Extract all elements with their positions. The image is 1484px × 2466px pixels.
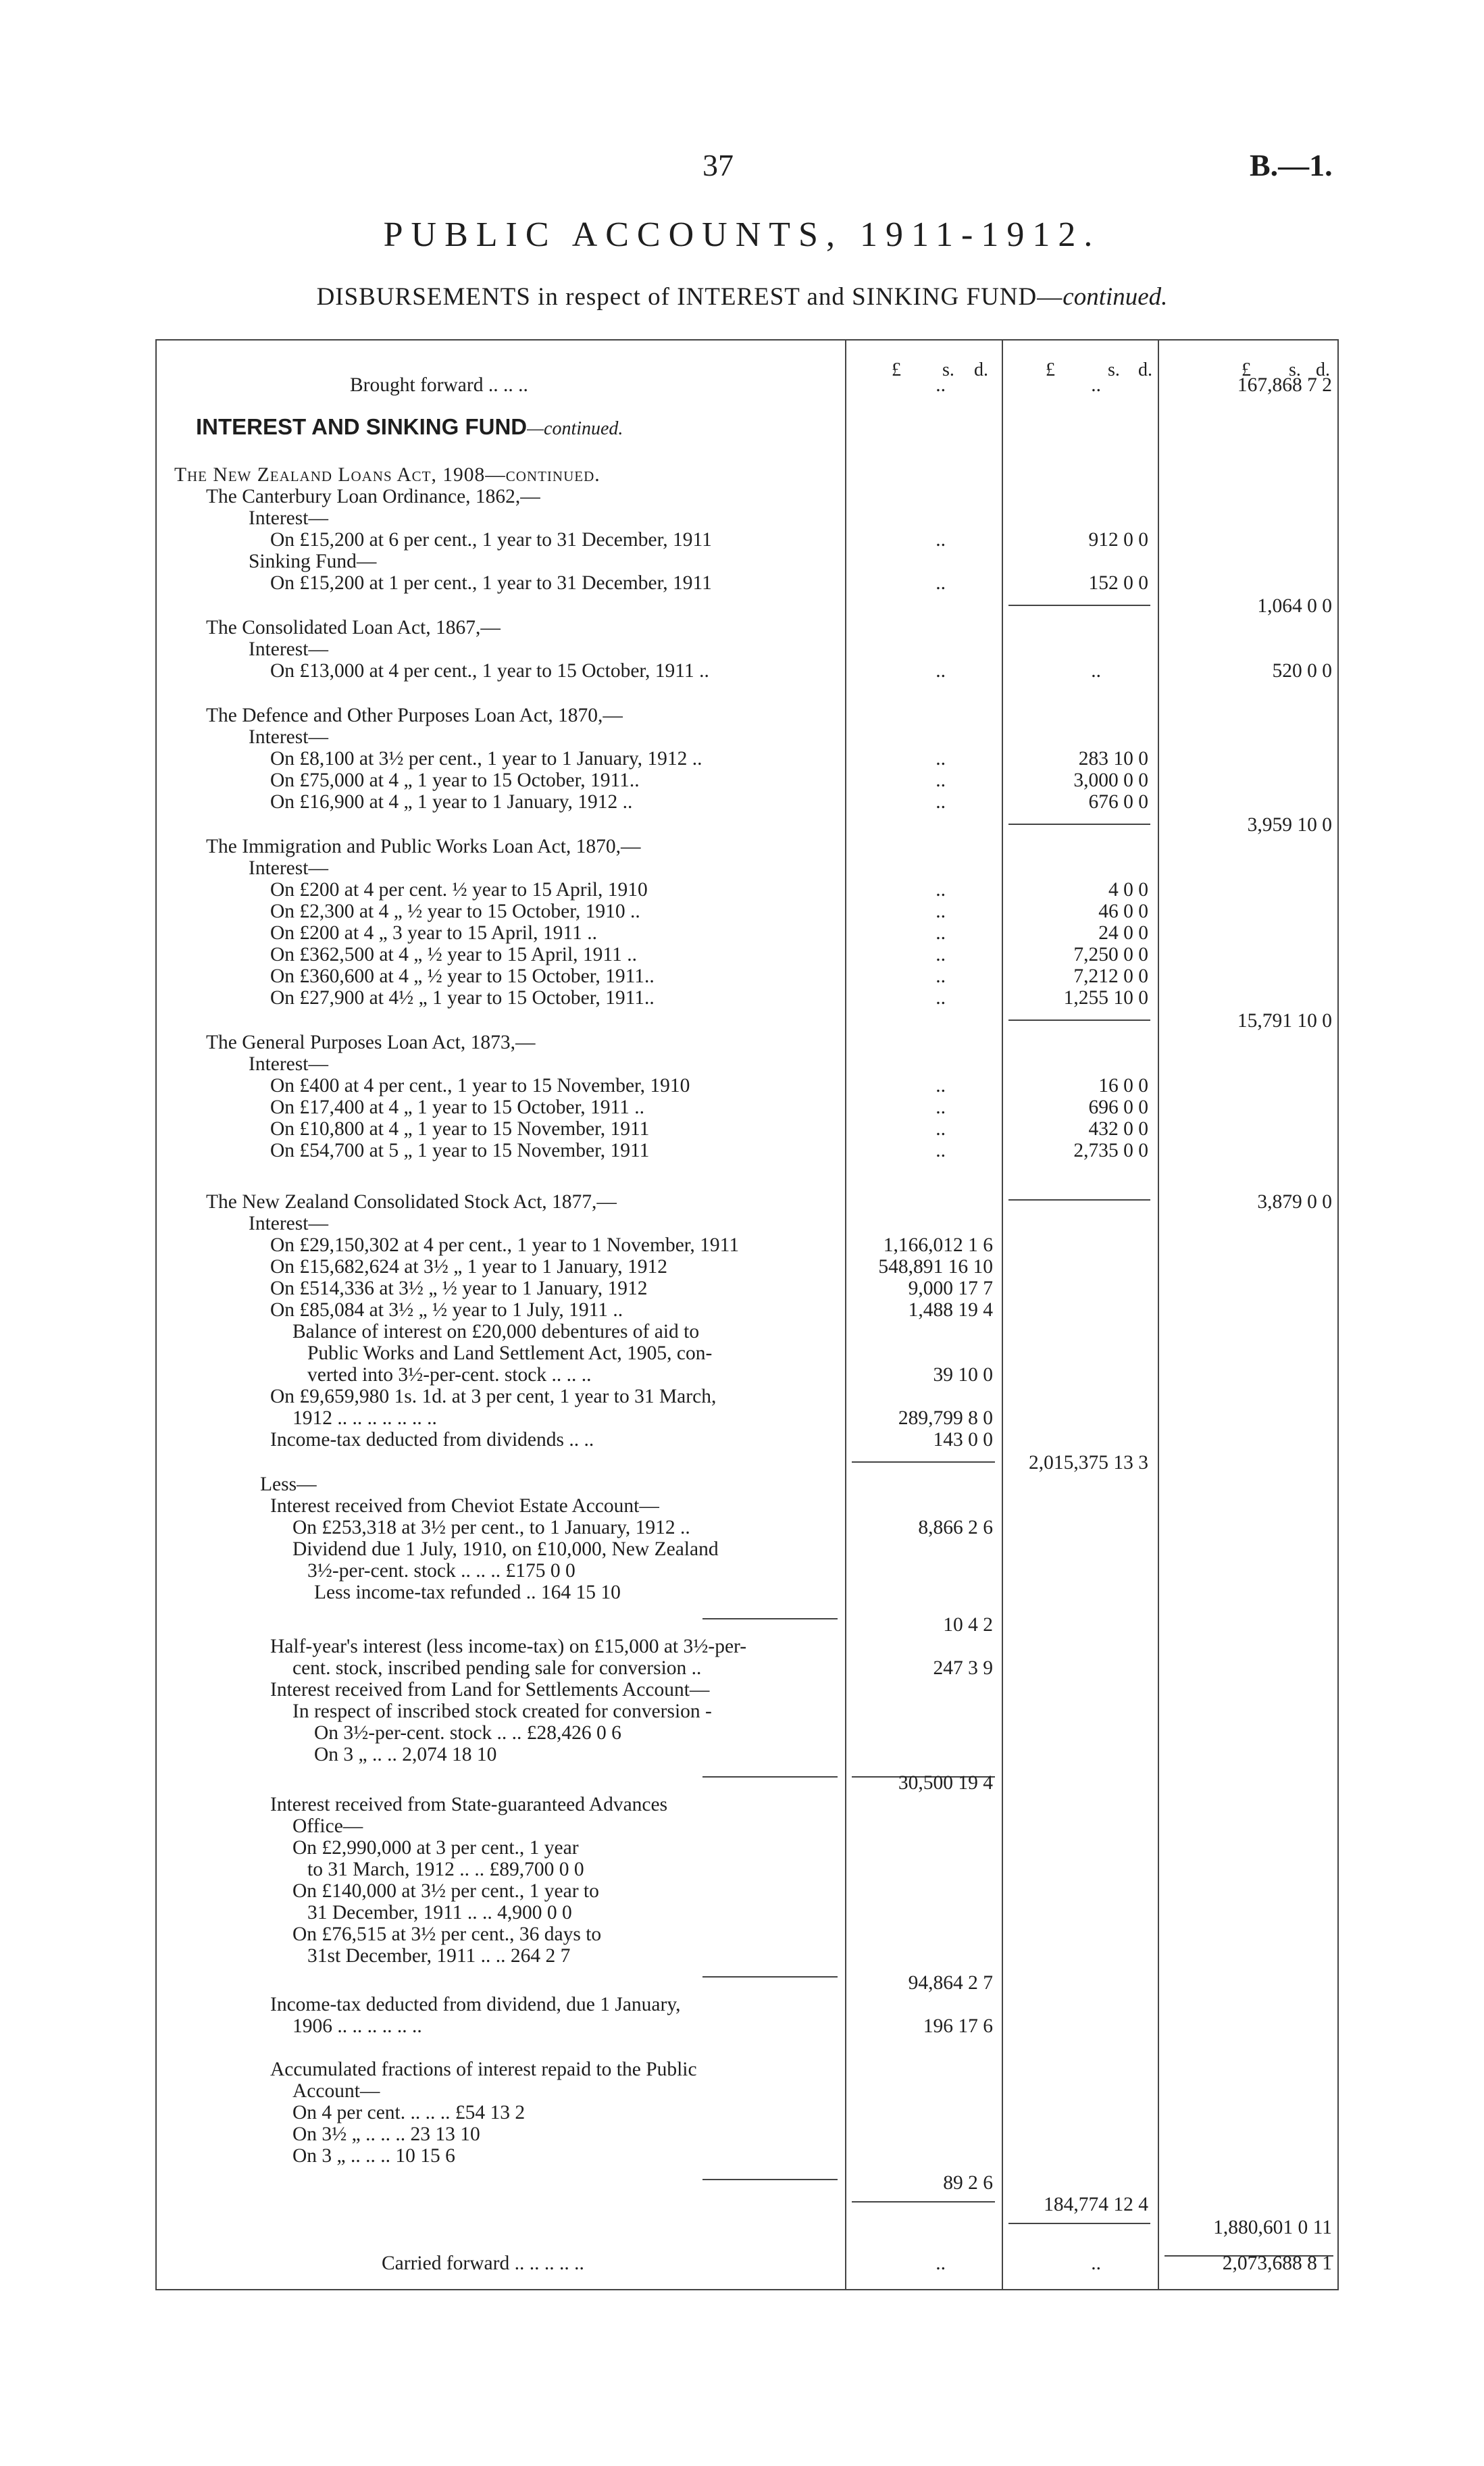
header-pounds: £: [892, 359, 901, 380]
row-description: Sinking Fund—: [249, 551, 377, 572]
row-description: verted into 3½-per-cent. stock .. .. ..: [307, 1364, 592, 1386]
row-description: On £140,000 at 3½ per cent., 1 year to: [292, 1880, 599, 1902]
amount-c1: 39 10 0: [933, 1364, 993, 1386]
row-description: to 31 March, 1912 .. .. £89,700 0 0: [307, 1859, 584, 1880]
row-description: On £200 at 4 „ 3 year to 15 April, 1911 ..: [270, 922, 597, 944]
column-divider-right: [1337, 339, 1339, 2289]
amount-c3: 15,791 10 0: [1237, 1010, 1332, 1032]
row-description: The Defence and Other Purposes Loan Act, 1870,—: [206, 705, 623, 726]
subtotal-rule: [702, 1618, 838, 1619]
column-divider-1: [845, 339, 846, 2289]
row-description: Account—: [292, 2080, 380, 2102]
row-description: On £362,500 at 4 „ ½ year to 15 April, 1911 ..: [270, 944, 637, 965]
subtotal-rule: [702, 1976, 838, 1978]
amount-c2: 432 0 0: [1088, 1118, 1148, 1140]
row-description: Dividend due 1 July, 1910, on £10,000, New Zealand: [292, 1538, 719, 1560]
subtotal-rule: [852, 2201, 995, 2203]
row-description: On £29,150,302 at 4 per cent., 1 year to 1 November, 1911: [270, 1234, 740, 1256]
document-reference: B.—1.: [1250, 148, 1333, 182]
row-description: Less—: [260, 1474, 317, 1495]
amount-c1: ..: [936, 572, 946, 594]
amount-c1: 143 0 0: [933, 1429, 993, 1451]
row-description: Interest—: [249, 1213, 328, 1234]
subtitle-continued: continued.: [1063, 283, 1168, 311]
amount-c1: ..: [936, 2253, 946, 2274]
row-description: Half-year's interest (less income-tax) on £15,000 at 3½-per-: [270, 1636, 747, 1657]
amount-c1: ..: [936, 1140, 946, 1161]
row-description: On £75,000 at 4 „ 1 year to 15 October, 1911..: [270, 770, 640, 791]
row-description: On 3 „ .. .. .. 10 15 6: [292, 2145, 455, 2167]
row-description: 1906 .. .. .. .. .. ..: [292, 2015, 422, 2037]
amount-c2: 4 0 0: [1108, 879, 1148, 901]
row-description: On £253,318 at 3½ per cent., to 1 January, 1912 ..: [292, 1517, 690, 1538]
amount-c1: 9,000 17 7: [908, 1278, 993, 1299]
amount-c2: 7,212 0 0: [1073, 965, 1148, 987]
amount-c1: ..: [936, 922, 946, 944]
header-shillings: s.: [1289, 359, 1301, 380]
row-description: On £9,659,980 1s. 1d. at 3 per cent, 1 year to 31 March,: [270, 1386, 717, 1407]
row-description: On £76,515 at 3½ per cent., 36 days to: [292, 1923, 602, 1945]
amount-c1: ..: [936, 987, 946, 1009]
amount-c1: ..: [936, 529, 946, 551]
amount-c1: ..: [936, 1075, 946, 1097]
column-divider-3: [1158, 339, 1159, 2289]
row-description: Income-tax deducted from dividends .. ..: [270, 1429, 594, 1451]
row-description: On £27,900 at 4½ „ 1 year to 15 October, 1911..: [270, 987, 655, 1009]
subtotal-rule: [852, 1461, 995, 1463]
row-description: On 4 per cent. .. .. .. £54 13 2: [292, 2102, 526, 2123]
amount-c1: ..: [936, 770, 946, 791]
row-description: On £15,200 at 1 per cent., 1 year to 31 December, 1911: [270, 572, 712, 594]
amount-c3: 3,959 10 0: [1247, 814, 1332, 836]
amount-c2: 24 0 0: [1098, 922, 1148, 944]
row-description: The Consolidated Loan Act, 1867,—: [206, 617, 501, 638]
row-description: Interest—: [249, 857, 328, 879]
header-pounds: £: [1046, 359, 1055, 380]
row-description: On £2,990,000 at 3 per cent., 1 year: [292, 1837, 579, 1859]
amount-c2: 696 0 0: [1088, 1097, 1148, 1118]
amount-c2: ..: [1091, 2253, 1101, 2274]
row-description: Interest—: [249, 1053, 328, 1075]
amount-c2: 152 0 0: [1088, 572, 1148, 594]
row-description: 1912 .. .. .. .. .. .. ..: [292, 1407, 437, 1429]
row-description: Carried forward .. .. .. .. ..: [382, 2253, 584, 2274]
row-description: 31 December, 1911 .. .. 4,900 0 0: [307, 1902, 572, 1923]
amount-c2: ..: [1091, 660, 1101, 682]
amount-c2: 283 10 0: [1078, 748, 1148, 770]
amount-c1: ..: [936, 791, 946, 813]
amount-c1: 89 2 6: [943, 2172, 993, 2194]
amount-c2: 912 0 0: [1088, 529, 1148, 551]
amount-c2: 676 0 0: [1088, 791, 1148, 813]
row-description: The General Purposes Loan Act, 1873,—: [206, 1032, 536, 1053]
row-description: The New Zealand Loans Act, 1908—continued.: [174, 464, 600, 486]
row-description: On £16,900 at 4 „ 1 year to 1 January, 1912 ..: [270, 791, 633, 813]
amount-c1: 1,166,012 1 6: [883, 1234, 993, 1256]
row-description: On £10,800 at 4 „ 1 year to 15 November, 1911: [270, 1118, 650, 1140]
row-description: On 3½ „ .. .. .. 23 13 10: [292, 2123, 480, 2145]
page-title: PUBLIC ACCOUNTS, 1911-1912.: [383, 216, 1101, 254]
row-description: Income-tax deducted from dividend, due 1 January,: [270, 1994, 681, 2015]
amount-c1: ..: [936, 944, 946, 965]
header-shillings: s.: [942, 359, 954, 380]
row-description: Interest received from State-guaranteed Advances: [270, 1794, 668, 1815]
table-top-rule: [155, 339, 1339, 341]
amount-c1: ..: [936, 660, 946, 682]
amount-c2: 46 0 0: [1098, 901, 1148, 922]
amount-c1: 289,799 8 0: [898, 1407, 993, 1429]
row-description: On £360,600 at 4 „ ½ year to 15 October, 1911..: [270, 965, 655, 987]
row-description: On 3 „ .. .. 2,074 18 10: [314, 1744, 497, 1765]
subtotal-rule: [1008, 2223, 1150, 2224]
amount-c3: 2,073,688 8 1: [1222, 2253, 1332, 2274]
amount-c3: 1,064 0 0: [1257, 595, 1332, 617]
subtotal-rule: [1008, 1199, 1150, 1201]
amount-c1: 1,488 19 4: [908, 1299, 993, 1321]
amount-c1: 247 3 9: [933, 1657, 993, 1679]
amount-c1: ..: [936, 1118, 946, 1140]
row-description: Interest—: [249, 726, 328, 748]
row-description: Accumulated fractions of interest repaid to the Public: [270, 2059, 697, 2080]
row-description: Less income-tax refunded .. 164 15 10: [314, 1582, 621, 1603]
amount-c2: 184,774 12 4: [1044, 2194, 1148, 2215]
subtotal-rule: [1008, 1020, 1150, 1021]
header-pounds: £: [1242, 359, 1251, 380]
subtitle-main: DISBURSEMENTS in respect of INTEREST and SINKING FUND—: [316, 283, 1063, 311]
amount-c2: 1,255 10 0: [1063, 987, 1148, 1009]
row-description: On £200 at 4 per cent. ½ year to 15 April, 1910: [270, 879, 648, 901]
amount-c2: 7,250 0 0: [1073, 944, 1148, 965]
row-description: Brought forward .. .. ..: [350, 374, 528, 396]
header-pence: d.: [1316, 359, 1330, 380]
row-description: On £15,682,624 at 3½ „ 1 year to 1 January, 1912: [270, 1256, 667, 1278]
row-description: The New Zealand Consolidated Stock Act, 1877,—: [206, 1191, 617, 1213]
amount-c1: ..: [936, 965, 946, 987]
row-description: Interest received from Cheviot Estate Account—: [270, 1495, 659, 1517]
header-shillings: s.: [1108, 359, 1120, 380]
row-description: On £8,100 at 3½ per cent., 1 year to 1 January, 1912 ..: [270, 748, 702, 770]
page-number: 37: [702, 148, 734, 182]
row-description: On £2,300 at 4 „ ½ year to 15 October, 1910 ..: [270, 901, 640, 922]
amount-c2: ..: [1091, 374, 1101, 396]
amount-c1: ..: [936, 901, 946, 922]
row-description: On £85,084 at 3½ „ ½ year to 1 July, 1911 ..: [270, 1299, 623, 1321]
amount-c2: 2,735 0 0: [1073, 1140, 1148, 1161]
amount-c3: 167,868 7 2: [1237, 374, 1332, 396]
row-description: 3½-per-cent. stock .. .. .. £175 0 0: [307, 1560, 575, 1582]
row-description: On £400 at 4 per cent., 1 year to 15 November, 1910: [270, 1075, 690, 1097]
row-description: 31st December, 1911 .. .. 264 2 7: [307, 1945, 571, 1967]
section-heading-continued: —continued.: [527, 418, 623, 439]
row-description: cent. stock, inscribed pending sale for conversion ..: [292, 1657, 702, 1679]
row-description: The Canterbury Loan Ordinance, 1862,—: [206, 486, 540, 507]
row-description: In respect of inscribed stock created for conversion -: [292, 1701, 712, 1722]
amount-c1: 548,891 16 10: [878, 1256, 993, 1278]
row-description: Office—: [292, 1815, 363, 1837]
amount-c1: 8,866 2 6: [918, 1517, 993, 1538]
column-divider-left: [155, 339, 157, 2289]
amount-c1: ..: [936, 1097, 946, 1118]
amount-c1: ..: [936, 879, 946, 901]
section-heading: INTEREST AND SINKING FUND—continued.: [196, 414, 623, 439]
subtotal-rule: [702, 2179, 838, 2180]
amount-c1: 10 4 2: [943, 1614, 993, 1636]
column-divider-2: [1002, 339, 1003, 2289]
row-description: On £514,336 at 3½ „ ½ year to 1 January, 1912: [270, 1278, 648, 1299]
subtotal-rule: [702, 1776, 838, 1778]
amount-c1: 94,864 2 7: [908, 1972, 993, 1994]
row-description: On £15,200 at 6 per cent., 1 year to 31 December, 1911: [270, 529, 712, 551]
row-description: Public Works and Land Settlement Act, 1905, con-: [307, 1342, 713, 1364]
amount-c1: 30,500 19 4: [898, 1772, 993, 1794]
row-description: Interest received from Land for Settlements Account—: [270, 1679, 710, 1701]
header-pence: d.: [974, 359, 988, 380]
amount-c3: 3,879 0 0: [1257, 1191, 1332, 1213]
page-subtitle: [0, 282, 1484, 311]
row-description: On £54,700 at 5 „ 1 year to 15 November, 1911: [270, 1140, 650, 1161]
row-description: Interest—: [249, 507, 328, 529]
amount-c1: 196 17 6: [923, 2015, 993, 2037]
row-description: Interest—: [249, 638, 328, 660]
amount-c1: ..: [936, 374, 946, 396]
amount-c2: 3,000 0 0: [1073, 770, 1148, 791]
header-pence: d.: [1138, 359, 1152, 380]
row-description: On 3½-per-cent. stock .. .. £28,426 0 6: [314, 1722, 621, 1744]
subtotal-rule: [1008, 824, 1150, 825]
amount-c2: 16 0 0: [1098, 1075, 1148, 1097]
row-description: On £17,400 at 4 „ 1 year to 15 October, 1911 ..: [270, 1097, 645, 1118]
subtotal-rule: [1008, 605, 1150, 606]
table-bottom-rule: [155, 2289, 1339, 2290]
amount-c2: 2,015,375 13 3: [1029, 1452, 1148, 1474]
row-description: On £13,000 at 4 per cent., 1 year to 15 October, 1911 ..: [270, 660, 709, 682]
amount-c1: ..: [936, 748, 946, 770]
row-description: Balance of interest on £20,000 debentures of aid to: [292, 1321, 700, 1342]
amount-c3: 520 0 0: [1272, 660, 1332, 682]
amount-c3: 1,880,601 0 11: [1213, 2217, 1332, 2238]
row-description: The Immigration and Public Works Loan Act, 1870,—: [206, 836, 641, 857]
